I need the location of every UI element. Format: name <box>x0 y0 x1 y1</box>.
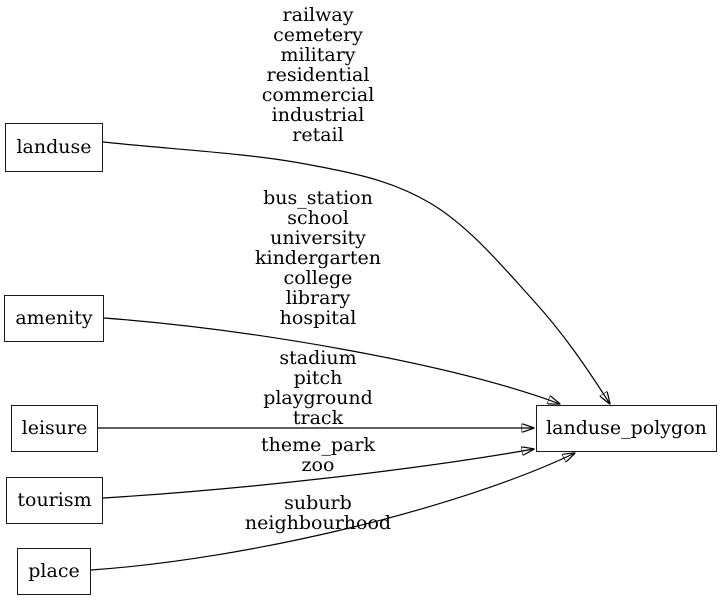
edge-value: military <box>280 44 356 66</box>
edge-value: railway <box>282 4 354 26</box>
edge-values-tourism <box>178 435 458 475</box>
edge-values-landuse <box>178 5 458 145</box>
node-place-label: place <box>28 560 80 582</box>
node-leisure-label: leisure <box>21 417 88 439</box>
edge-value: college <box>283 267 353 289</box>
node-landuse-label: landuse <box>16 136 92 158</box>
edge-value: school <box>287 207 349 229</box>
edge-value: university <box>270 227 366 249</box>
edge-value: zoo <box>301 454 335 476</box>
node-leisure <box>11 405 98 452</box>
edge-value: library <box>285 287 351 309</box>
node-landuse <box>5 123 103 172</box>
edge-value: commercial <box>261 84 375 106</box>
edge-value: retail <box>292 124 344 146</box>
node-landuse-polygon-label: landuse_polygon <box>546 417 707 439</box>
edge-value: residential <box>266 64 370 86</box>
edge-value: kindergarten <box>254 247 381 269</box>
edge-value: stadium <box>279 347 357 369</box>
node-amenity <box>4 295 104 342</box>
edge-values-place <box>178 493 458 533</box>
node-place <box>17 548 91 595</box>
edge-value: neighbourhood <box>244 512 392 534</box>
edge-value: hospital <box>279 307 357 329</box>
edge-value: suburb <box>284 492 352 514</box>
edge-value: cemetery <box>273 24 363 46</box>
edge-value: track <box>292 407 344 429</box>
node-tourism-label: tourism <box>17 489 92 511</box>
edge-value: theme_park <box>261 434 375 456</box>
node-tourism <box>6 477 103 524</box>
edge-values-amenity <box>178 188 458 328</box>
edge-value: industrial <box>271 104 365 126</box>
edge-value: pitch <box>293 367 343 389</box>
edge-values-leisure <box>178 348 458 428</box>
edge-value: playground <box>263 387 373 409</box>
edge-value: bus_station <box>263 187 373 209</box>
node-amenity-label: amenity <box>15 307 93 329</box>
node-landuse-polygon <box>536 405 717 452</box>
